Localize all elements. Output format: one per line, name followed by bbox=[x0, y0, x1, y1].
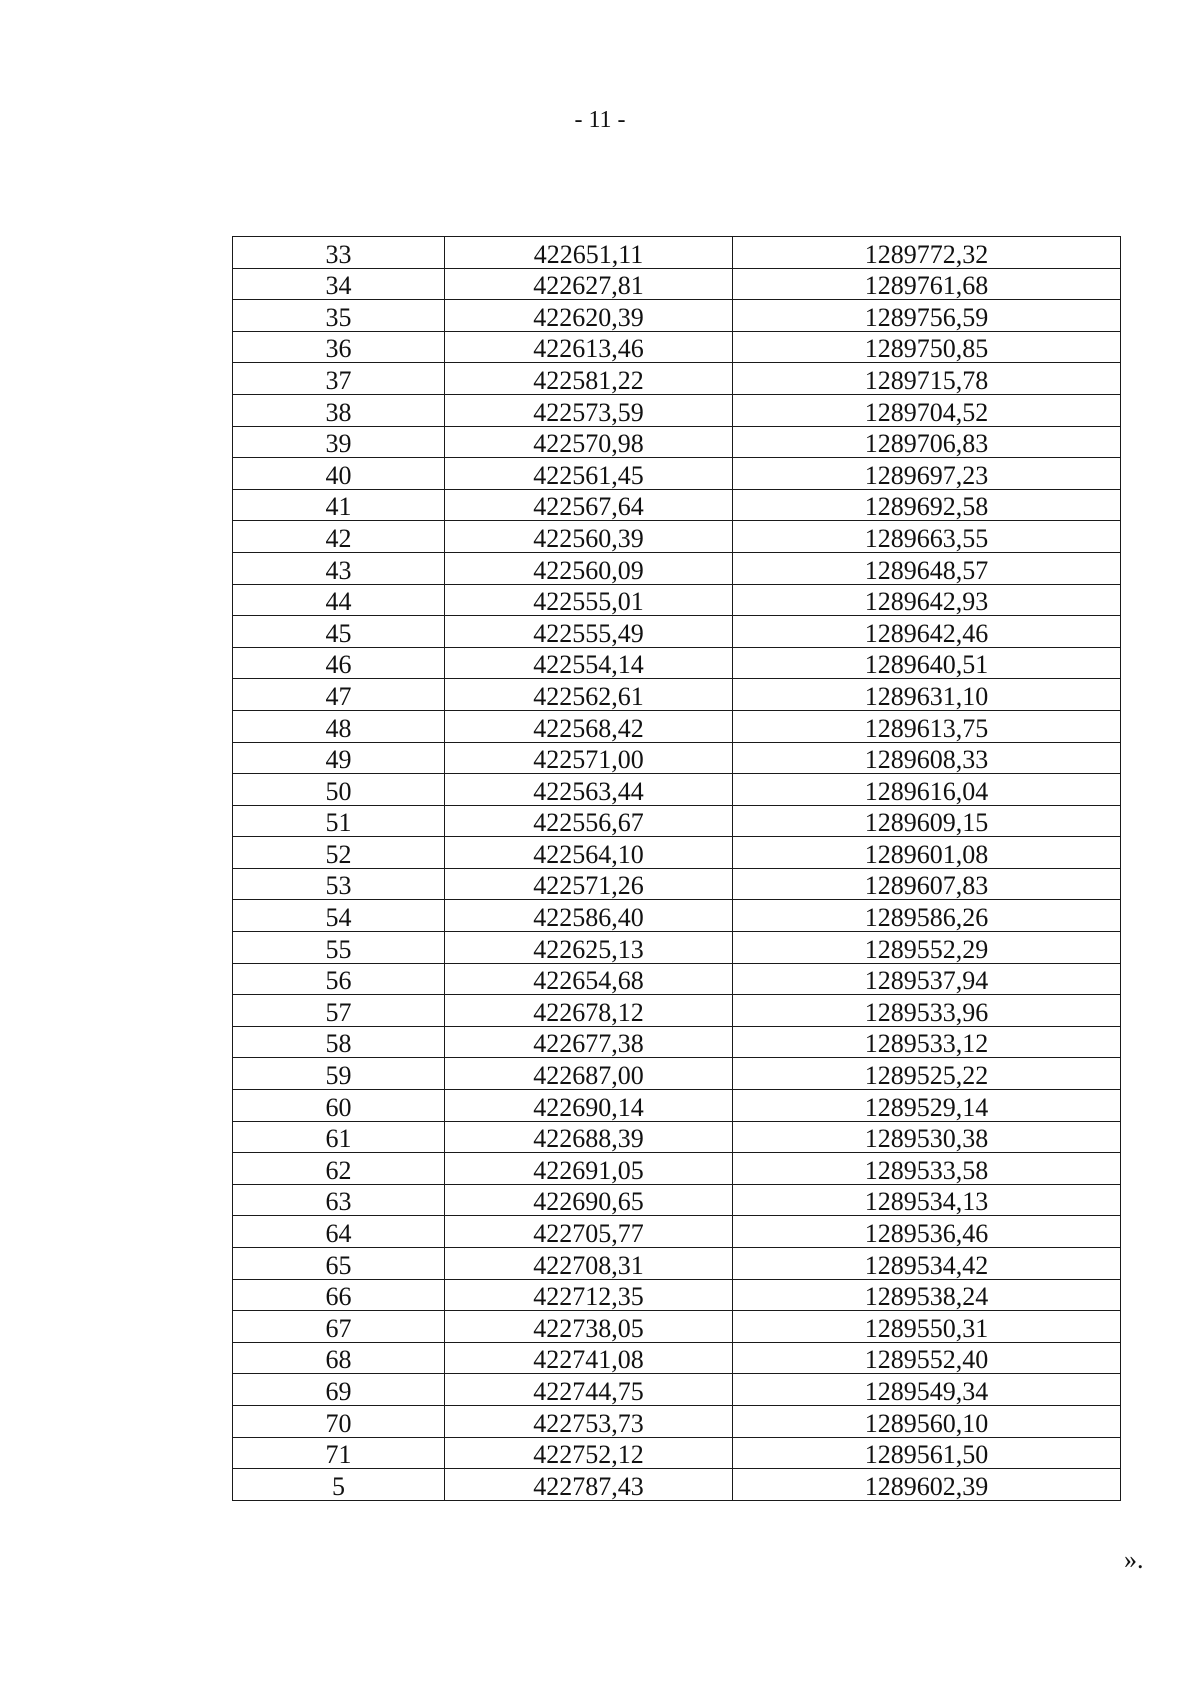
y-coordinate-cell: 1289608,33 bbox=[733, 742, 1121, 774]
table-row bbox=[233, 868, 1121, 900]
x-coordinate-cell: 422586,40 bbox=[445, 900, 733, 932]
y-coordinate-cell: 1289761,68 bbox=[733, 268, 1121, 300]
table-row bbox=[233, 1311, 1121, 1343]
point-number-cell: 68 bbox=[233, 1342, 445, 1374]
table-row bbox=[233, 1405, 1121, 1437]
table-row bbox=[233, 1090, 1121, 1122]
y-coordinate-cell: 1289560,10 bbox=[733, 1405, 1121, 1437]
point-number-cell: 33 bbox=[233, 237, 445, 269]
coordinates-table bbox=[232, 236, 1121, 1501]
point-number-cell: 69 bbox=[233, 1374, 445, 1406]
x-coordinate-cell: 422625,13 bbox=[445, 932, 733, 964]
x-coordinate-cell: 422705,77 bbox=[445, 1216, 733, 1248]
y-coordinate-cell: 1289601,08 bbox=[733, 837, 1121, 869]
y-coordinate-cell: 1289697,23 bbox=[733, 458, 1121, 490]
x-coordinate-cell: 422688,39 bbox=[445, 1121, 733, 1153]
point-number-cell: 60 bbox=[233, 1090, 445, 1122]
point-number-cell: 40 bbox=[233, 458, 445, 490]
point-number-cell: 52 bbox=[233, 837, 445, 869]
y-coordinate-cell: 1289642,46 bbox=[733, 616, 1121, 648]
x-coordinate-cell: 422651,11 bbox=[445, 237, 733, 269]
x-coordinate-cell: 422555,49 bbox=[445, 616, 733, 648]
table-row bbox=[233, 1216, 1121, 1248]
x-coordinate-cell: 422573,59 bbox=[445, 394, 733, 426]
point-number-cell: 45 bbox=[233, 616, 445, 648]
table-row bbox=[233, 647, 1121, 679]
table-row bbox=[233, 1469, 1121, 1501]
y-coordinate-cell: 1289525,22 bbox=[733, 1058, 1121, 1090]
y-coordinate-cell: 1289715,78 bbox=[733, 363, 1121, 395]
point-number-cell: 67 bbox=[233, 1311, 445, 1343]
y-coordinate-cell: 1289607,83 bbox=[733, 868, 1121, 900]
table-row bbox=[233, 1153, 1121, 1185]
table-row bbox=[233, 932, 1121, 964]
x-coordinate-cell: 422744,75 bbox=[445, 1374, 733, 1406]
x-coordinate-cell: 422556,67 bbox=[445, 805, 733, 837]
x-coordinate-cell: 422677,38 bbox=[445, 1026, 733, 1058]
point-number-cell: 42 bbox=[233, 521, 445, 553]
y-coordinate-cell: 1289704,52 bbox=[733, 394, 1121, 426]
x-coordinate-cell: 422690,65 bbox=[445, 1184, 733, 1216]
y-coordinate-cell: 1289609,15 bbox=[733, 805, 1121, 837]
table-row bbox=[233, 331, 1121, 363]
point-number-cell: 49 bbox=[233, 742, 445, 774]
y-coordinate-cell: 1289538,24 bbox=[733, 1279, 1121, 1311]
point-number-cell: 64 bbox=[233, 1216, 445, 1248]
x-coordinate-cell: 422560,09 bbox=[445, 552, 733, 584]
y-coordinate-cell: 1289613,75 bbox=[733, 710, 1121, 742]
point-number-cell: 35 bbox=[233, 300, 445, 332]
x-coordinate-cell: 422752,12 bbox=[445, 1437, 733, 1469]
x-coordinate-cell: 422561,45 bbox=[445, 458, 733, 490]
table-row bbox=[233, 426, 1121, 458]
y-coordinate-cell: 1289533,12 bbox=[733, 1026, 1121, 1058]
table-row bbox=[233, 1184, 1121, 1216]
table-row bbox=[233, 1248, 1121, 1280]
table-row bbox=[233, 1026, 1121, 1058]
x-coordinate-cell: 422753,73 bbox=[445, 1405, 733, 1437]
table-row bbox=[233, 363, 1121, 395]
table-row bbox=[233, 394, 1121, 426]
point-number-cell: 63 bbox=[233, 1184, 445, 1216]
point-number-cell: 41 bbox=[233, 489, 445, 521]
x-coordinate-cell: 422690,14 bbox=[445, 1090, 733, 1122]
y-coordinate-cell: 1289586,26 bbox=[733, 900, 1121, 932]
table-row bbox=[233, 710, 1121, 742]
table-row bbox=[233, 837, 1121, 869]
x-coordinate-cell: 422554,14 bbox=[445, 647, 733, 679]
table-row bbox=[233, 1121, 1121, 1153]
y-coordinate-cell: 1289602,39 bbox=[733, 1469, 1121, 1501]
x-coordinate-cell: 422555,01 bbox=[445, 584, 733, 616]
y-coordinate-cell: 1289616,04 bbox=[733, 774, 1121, 806]
point-number-cell: 39 bbox=[233, 426, 445, 458]
page-number: - 11 - bbox=[574, 107, 626, 133]
x-coordinate-cell: 422560,39 bbox=[445, 521, 733, 553]
table-row bbox=[233, 237, 1121, 269]
point-number-cell: 56 bbox=[233, 963, 445, 995]
point-number-cell: 62 bbox=[233, 1153, 445, 1185]
y-coordinate-cell: 1289561,50 bbox=[733, 1437, 1121, 1469]
point-number-cell: 51 bbox=[233, 805, 445, 837]
x-coordinate-cell: 422567,64 bbox=[445, 489, 733, 521]
x-coordinate-cell: 422678,12 bbox=[445, 995, 733, 1027]
x-coordinate-cell: 422654,68 bbox=[445, 963, 733, 995]
y-coordinate-cell: 1289552,29 bbox=[733, 932, 1121, 964]
y-coordinate-cell: 1289534,42 bbox=[733, 1248, 1121, 1280]
table-row bbox=[233, 900, 1121, 932]
x-coordinate-cell: 422613,46 bbox=[445, 331, 733, 363]
table-row bbox=[233, 521, 1121, 553]
point-number-cell: 59 bbox=[233, 1058, 445, 1090]
table-row bbox=[233, 1374, 1121, 1406]
point-number-cell: 66 bbox=[233, 1279, 445, 1311]
y-coordinate-cell: 1289706,83 bbox=[733, 426, 1121, 458]
y-coordinate-cell: 1289552,40 bbox=[733, 1342, 1121, 1374]
y-coordinate-cell: 1289536,46 bbox=[733, 1216, 1121, 1248]
x-coordinate-cell: 422571,26 bbox=[445, 868, 733, 900]
x-coordinate-cell: 422627,81 bbox=[445, 268, 733, 300]
coordinates-table-body bbox=[233, 237, 1121, 1501]
x-coordinate-cell: 422738,05 bbox=[445, 1311, 733, 1343]
y-coordinate-cell: 1289534,13 bbox=[733, 1184, 1121, 1216]
point-number-cell: 70 bbox=[233, 1405, 445, 1437]
table-row bbox=[233, 995, 1121, 1027]
point-number-cell: 34 bbox=[233, 268, 445, 300]
x-coordinate-cell: 422570,98 bbox=[445, 426, 733, 458]
table-row bbox=[233, 584, 1121, 616]
x-coordinate-cell: 422581,22 bbox=[445, 363, 733, 395]
table-row bbox=[233, 1279, 1121, 1311]
point-number-cell: 58 bbox=[233, 1026, 445, 1058]
point-number-cell: 44 bbox=[233, 584, 445, 616]
point-number-cell: 53 bbox=[233, 868, 445, 900]
x-coordinate-cell: 422787,43 bbox=[445, 1469, 733, 1501]
y-coordinate-cell: 1289533,58 bbox=[733, 1153, 1121, 1185]
table-row bbox=[233, 489, 1121, 521]
x-coordinate-cell: 422708,31 bbox=[445, 1248, 733, 1280]
y-coordinate-cell: 1289663,55 bbox=[733, 521, 1121, 553]
point-number-cell: 55 bbox=[233, 932, 445, 964]
y-coordinate-cell: 1289537,94 bbox=[733, 963, 1121, 995]
y-coordinate-cell: 1289550,31 bbox=[733, 1311, 1121, 1343]
y-coordinate-cell: 1289530,38 bbox=[733, 1121, 1121, 1153]
table-row bbox=[233, 805, 1121, 837]
table-row bbox=[233, 963, 1121, 995]
x-coordinate-cell: 422691,05 bbox=[445, 1153, 733, 1185]
point-number-cell: 47 bbox=[233, 679, 445, 711]
table-row bbox=[233, 458, 1121, 490]
point-number-cell: 57 bbox=[233, 995, 445, 1027]
x-coordinate-cell: 422571,00 bbox=[445, 742, 733, 774]
y-coordinate-cell: 1289533,96 bbox=[733, 995, 1121, 1027]
x-coordinate-cell: 422564,10 bbox=[445, 837, 733, 869]
y-coordinate-cell: 1289549,34 bbox=[733, 1374, 1121, 1406]
table-row bbox=[233, 742, 1121, 774]
point-number-cell: 48 bbox=[233, 710, 445, 742]
x-coordinate-cell: 422562,61 bbox=[445, 679, 733, 711]
point-number-cell: 54 bbox=[233, 900, 445, 932]
point-number-cell: 5 bbox=[233, 1469, 445, 1501]
point-number-cell: 36 bbox=[233, 331, 445, 363]
x-coordinate-cell: 422620,39 bbox=[445, 300, 733, 332]
y-coordinate-cell: 1289648,57 bbox=[733, 552, 1121, 584]
table-row bbox=[233, 268, 1121, 300]
table-row bbox=[233, 1058, 1121, 1090]
y-coordinate-cell: 1289756,59 bbox=[733, 300, 1121, 332]
table-row bbox=[233, 1342, 1121, 1374]
x-coordinate-cell: 422741,08 bbox=[445, 1342, 733, 1374]
y-coordinate-cell: 1289750,85 bbox=[733, 331, 1121, 363]
x-coordinate-cell: 422712,35 bbox=[445, 1279, 733, 1311]
y-coordinate-cell: 1289642,93 bbox=[733, 584, 1121, 616]
point-number-cell: 65 bbox=[233, 1248, 445, 1280]
x-coordinate-cell: 422568,42 bbox=[445, 710, 733, 742]
y-coordinate-cell: 1289772,32 bbox=[733, 237, 1121, 269]
table-row bbox=[233, 679, 1121, 711]
y-coordinate-cell: 1289692,58 bbox=[733, 489, 1121, 521]
closing-quote-mark: ». bbox=[1124, 1545, 1144, 1574]
point-number-cell: 46 bbox=[233, 647, 445, 679]
point-number-cell: 50 bbox=[233, 774, 445, 806]
y-coordinate-cell: 1289529,14 bbox=[733, 1090, 1121, 1122]
table-row bbox=[233, 552, 1121, 584]
point-number-cell: 71 bbox=[233, 1437, 445, 1469]
x-coordinate-cell: 422687,00 bbox=[445, 1058, 733, 1090]
table-row bbox=[233, 774, 1121, 806]
table-row bbox=[233, 1437, 1121, 1469]
point-number-cell: 38 bbox=[233, 394, 445, 426]
x-coordinate-cell: 422563,44 bbox=[445, 774, 733, 806]
table-row bbox=[233, 616, 1121, 648]
y-coordinate-cell: 1289631,10 bbox=[733, 679, 1121, 711]
table-row bbox=[233, 300, 1121, 332]
point-number-cell: 37 bbox=[233, 363, 445, 395]
point-number-cell: 43 bbox=[233, 552, 445, 584]
y-coordinate-cell: 1289640,51 bbox=[733, 647, 1121, 679]
point-number-cell: 61 bbox=[233, 1121, 445, 1153]
